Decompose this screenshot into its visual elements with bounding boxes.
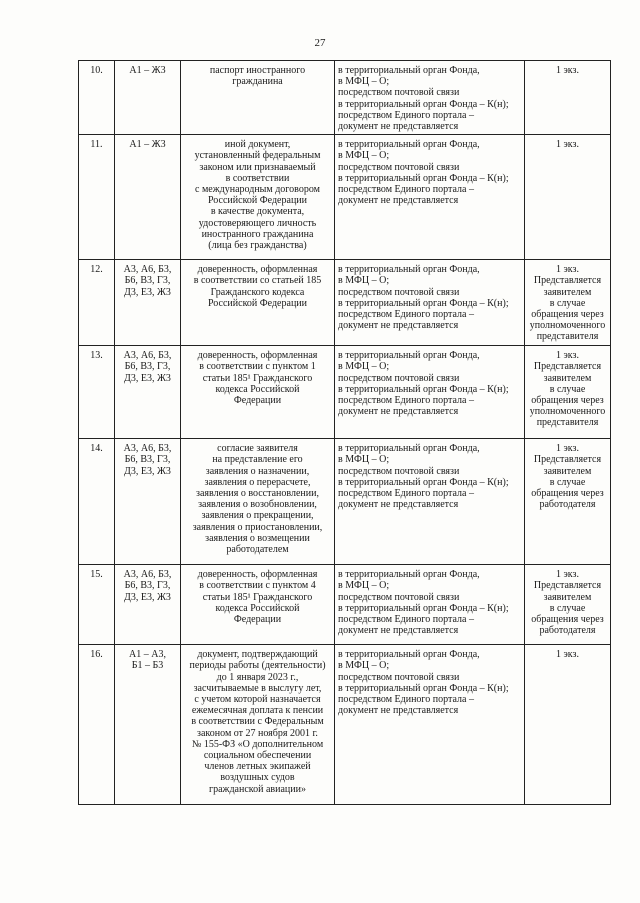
submission-method-cell	[335, 439, 525, 565]
document-name-cell	[181, 645, 335, 805]
submission-method-cell	[335, 346, 525, 439]
applicant-category-codes-line: А3, А6, Б3,	[123, 443, 172, 455]
document-name-line: работодателем	[226, 544, 289, 556]
submission-method-line: в МФЦ – О;	[338, 275, 390, 287]
document-quantity-line: Представляется	[533, 454, 602, 466]
document-quantity-line: обращения через	[531, 614, 604, 626]
document-quantity-cell	[525, 135, 611, 260]
row-number-cell: 16.	[79, 645, 115, 805]
document-quantity-line: обращения через	[531, 309, 604, 321]
submission-method-line: в территориальный орган Фонда – К(н);	[338, 682, 509, 694]
document-quantity-line: заявителем	[543, 591, 592, 603]
submission-method-line: документ не представляется	[338, 499, 459, 511]
applicant-category-codes-cell	[115, 645, 181, 805]
submission-method-line: в территориальный орган Фонда – К(н);	[338, 172, 509, 184]
row-number-cell: 11.	[79, 135, 115, 260]
submission-method-cell	[335, 260, 525, 346]
table-row	[79, 346, 611, 439]
applicant-category-codes-line: Д3, Е3, Ж3	[124, 465, 171, 477]
submission-method-line: в МФЦ – О;	[338, 76, 390, 88]
applicant-category-codes-line: Д3, Е3, Ж3	[124, 372, 171, 384]
document-quantity-line: в случае	[549, 383, 586, 395]
document-quantity-line: заявителем	[543, 372, 592, 384]
table-row	[79, 260, 611, 346]
table-row	[79, 645, 611, 805]
document-name-line: иной документ,	[224, 139, 291, 151]
document-quantity-line: работодателя	[539, 625, 596, 637]
applicant-category-codes-line: Б6, В3, Г3,	[124, 580, 171, 592]
row-number-cell: 12.	[79, 260, 115, 346]
document-name-line: статьи 185¹ Гражданского	[202, 591, 313, 603]
table-row	[79, 565, 611, 645]
applicant-category-codes-line: А1 – А3,	[129, 649, 166, 661]
document-name-line: с международным договором	[195, 184, 320, 196]
submission-method-line: посредством Единого портала –	[338, 694, 474, 706]
submission-method-line: в МФЦ – О;	[338, 150, 390, 162]
document-name-cell	[181, 346, 335, 439]
submission-method-line: посредством Единого портала –	[338, 488, 474, 500]
document-name-line: воздушных судов	[220, 772, 295, 784]
document-quantity-line: представителя	[536, 331, 599, 343]
document-quantity-line: заявителем	[543, 465, 592, 477]
document-name-line: в качестве документа,	[210, 206, 305, 218]
submission-method-line: посредством почтовой связи	[338, 671, 460, 683]
submission-method-line: в территориальный орган Фонда,	[338, 65, 480, 76]
applicant-category-codes-line: Д3, Е3, Ж3	[124, 591, 171, 603]
document-quantity-line: 1 экз.	[556, 649, 579, 661]
submission-method-line: посредством почтовой связи	[338, 87, 460, 99]
document-name-line: в соответствии со статьей 185	[193, 275, 322, 287]
document-name-line: Российской Федерации	[207, 297, 307, 309]
applicant-category-codes-line: Б1 – Б3	[131, 660, 164, 672]
applicant-category-codes-line: А3, А6, Б3,	[123, 350, 172, 362]
submission-method-line: посредством Единого портала –	[338, 109, 474, 121]
submission-method-cell	[335, 61, 525, 135]
submission-method-cell	[335, 135, 525, 260]
document-quantity-line: 1 экз.	[556, 139, 579, 151]
document-quantity-cell	[525, 61, 611, 135]
row-number-cell: 14.	[79, 439, 115, 565]
submission-method-line: в МФЦ – О;	[338, 580, 390, 592]
document-quantity-line: представителя	[536, 417, 599, 429]
submission-method-line: в МФЦ – О;	[338, 361, 390, 373]
document-name-line: Российской Федерации	[207, 195, 307, 207]
submission-method-line: в территориальный орган Фонда,	[338, 264, 480, 276]
applicant-category-codes-line: А1 – Ж3	[129, 65, 166, 76]
document-name-line: доверенность, оформленная	[197, 569, 318, 581]
submission-method-line: посредством почтовой связи	[338, 465, 460, 477]
submission-method-line: посредством почтовой связи	[338, 591, 460, 603]
applicant-category-codes-line: Д3, Е3, Ж3	[124, 286, 171, 298]
document-name-line: заявления о приостановлении,	[192, 521, 323, 533]
submission-method-line: посредством Единого портала –	[338, 614, 474, 626]
document-name-line: с учетом которой назначается	[194, 694, 321, 706]
applicant-category-codes-cell	[115, 135, 181, 260]
document-name-line: иностранного гражданина	[201, 228, 314, 240]
applicant-category-codes-line: А3, А6, Б3,	[123, 264, 172, 276]
document-name-line: законом или признаваемый	[199, 161, 316, 173]
document-name-cell	[181, 61, 335, 135]
documents-table	[78, 60, 611, 805]
document-quantity-line: Представляется	[533, 275, 602, 287]
submission-method-line: в территориальный орган Фонда – К(н);	[338, 297, 509, 309]
document-name-line: Гражданского кодекса	[210, 286, 305, 298]
document-name-line: в соответствии с Федеральным	[191, 716, 324, 728]
submission-method-line: в территориальный орган Фонда,	[338, 139, 480, 151]
document-name-line: засчитываемые в выслугу лет,	[193, 682, 322, 694]
document-name-line: доверенность, оформленная	[197, 264, 318, 276]
table-row	[79, 61, 611, 135]
document-name-line: периоды работы (деятельности)	[189, 660, 326, 672]
applicant-category-codes-cell	[115, 260, 181, 346]
row-number-cell: 15.	[79, 565, 115, 645]
document-name-line: в соответствии с пунктом 1	[199, 361, 316, 373]
applicant-category-codes-cell	[115, 61, 181, 135]
submission-method-line: в территориальный орган Фонда,	[338, 569, 480, 581]
row-number-cell: 13.	[79, 346, 115, 439]
submission-method-line: в территориальный орган Фонда – К(н);	[338, 383, 509, 395]
submission-method-line: в территориальный орган Фонда – К(н);	[338, 98, 509, 110]
submission-method-line: в территориальный орган Фонда – К(н);	[338, 476, 509, 488]
submission-method-line: документ не представляется	[338, 625, 459, 637]
document-name-cell	[181, 565, 335, 645]
applicant-category-codes-line: Б6, В3, Г3,	[124, 275, 171, 287]
submission-method-cell	[335, 645, 525, 805]
document-name-line: членов летных экипажей	[204, 761, 311, 773]
document-quantity-line: 1 экз.	[556, 569, 579, 581]
applicant-category-codes-line: А3, А6, Б3,	[123, 569, 172, 581]
document-name-line: заявления о перерасчете,	[204, 476, 311, 488]
submission-method-line: в территориальный орган Фонда,	[338, 649, 480, 661]
applicant-category-codes-cell	[115, 439, 181, 565]
document-quantity-line: Представляется	[533, 580, 602, 592]
document-name-line: гражданина	[232, 76, 283, 88]
submission-method-line: посредством Единого портала –	[338, 184, 474, 196]
document-name-line: Федерации	[233, 395, 282, 407]
document-name-line: Федерации	[233, 614, 282, 626]
page-number: 27	[314, 37, 326, 49]
submission-method-line: в территориальный орган Фонда,	[338, 350, 480, 362]
document-name-cell	[181, 439, 335, 565]
document-name-line: заявления о назначении,	[205, 465, 310, 477]
document-name-line: заявления о возобновлении,	[198, 499, 317, 511]
document-quantity-line: заявителем	[543, 286, 592, 298]
document-quantity-line: работодателя	[539, 499, 596, 511]
document-name-line: паспорт иностранного	[209, 65, 306, 76]
document-quantity-line: в случае	[549, 602, 586, 614]
document-quantity-line: обращения через	[531, 488, 604, 500]
document-quantity-line: обращения через	[531, 395, 604, 407]
document-name-line: на представление его	[212, 454, 303, 466]
document-quantity-line: уполномоченного	[529, 406, 606, 418]
document-name-line: в соответствии	[225, 172, 290, 184]
document-quantity-line: Представляется	[533, 361, 602, 373]
document-name-line: заявления о восстановлении,	[196, 488, 319, 500]
document-name-line: установленный федеральным	[194, 150, 321, 162]
applicant-category-codes-line: Б6, В3, Г3,	[124, 454, 171, 466]
document-name-line: согласие заявителя	[217, 443, 298, 455]
document-quantity-line: 1 экз.	[556, 65, 579, 76]
document-name-line: доверенность, оформленная	[197, 350, 318, 362]
document-name-cell	[181, 260, 335, 346]
submission-method-line: посредством Единого портала –	[338, 395, 474, 407]
document-name-line: (лица без гражданства)	[208, 240, 307, 252]
submission-method-line: в территориальный орган Фонда – К(н);	[338, 602, 509, 614]
document-name-line: социальном обеспечении	[203, 750, 312, 762]
document-quantity-cell	[525, 439, 611, 565]
document-name-line: документ, подтверждающий	[197, 649, 318, 661]
document-name-line: в соответствии с пунктом 4	[199, 580, 316, 592]
submission-method-line: в территориальный орган Фонда,	[338, 443, 480, 455]
document-name-line: кодекса Российской	[215, 383, 300, 395]
row-number-cell: 10.	[79, 61, 115, 135]
submission-method-line: документ не представляется	[338, 320, 459, 332]
submission-method-line: посредством почтовой связи	[338, 372, 460, 384]
submission-method-line: посредством Единого портала –	[338, 309, 474, 321]
document-quantity-cell	[525, 346, 611, 439]
document-name-line: № 155-ФЗ «О дополнительном	[191, 738, 324, 750]
document-name-line: статьи 185¹ Гражданского	[202, 372, 313, 384]
document-name-line: до 1 января 2023 г.,	[216, 671, 299, 683]
submission-method-line: в МФЦ – О;	[338, 660, 390, 672]
document-name-line: законом от 27 ноября 2001 г.	[197, 727, 318, 739]
document-quantity-line: уполномоченного	[529, 320, 606, 332]
documents-table-body	[79, 61, 611, 805]
applicant-category-codes-line: Б6, В3, Г3,	[124, 361, 171, 373]
document-quantity-cell	[525, 260, 611, 346]
submission-method-line: документ не представляется	[338, 121, 459, 133]
applicant-category-codes-cell	[115, 565, 181, 645]
applicant-category-codes-line: А1 – Ж3	[129, 139, 166, 151]
document-name-line: заявления о прекращении,	[201, 510, 314, 522]
table-row	[79, 439, 611, 565]
document-quantity-cell	[525, 565, 611, 645]
table-row	[79, 135, 611, 260]
document-name-line: гражданской авиации»	[209, 783, 306, 795]
applicant-category-codes-cell	[115, 346, 181, 439]
submission-method-line: посредством почтовой связи	[338, 161, 460, 173]
submission-method-line: в МФЦ – О;	[338, 454, 390, 466]
document-name-line: удостоверяющего личность	[198, 217, 317, 229]
submission-method-line: документ не представляется	[338, 195, 459, 207]
document-quantity-line: 1 экз.	[556, 264, 579, 276]
submission-method-line: документ не представляется	[338, 705, 459, 717]
submission-method-cell	[335, 565, 525, 645]
document-name-line: заявления о возмещении	[205, 532, 310, 544]
document-name-cell	[181, 135, 335, 260]
document-name-line: кодекса Российской	[215, 602, 300, 614]
document-name-line: ежемесячная доплата к пенсии	[191, 705, 324, 717]
submission-method-line: документ не представляется	[338, 406, 459, 418]
submission-method-line: посредством почтовой связи	[338, 286, 460, 298]
document-quantity-line: в случае	[549, 476, 586, 488]
document-quantity-cell	[525, 645, 611, 805]
document-quantity-line: 1 экз.	[556, 443, 579, 455]
document-quantity-line: 1 экз.	[556, 350, 579, 362]
document-quantity-line: в случае	[549, 297, 586, 309]
